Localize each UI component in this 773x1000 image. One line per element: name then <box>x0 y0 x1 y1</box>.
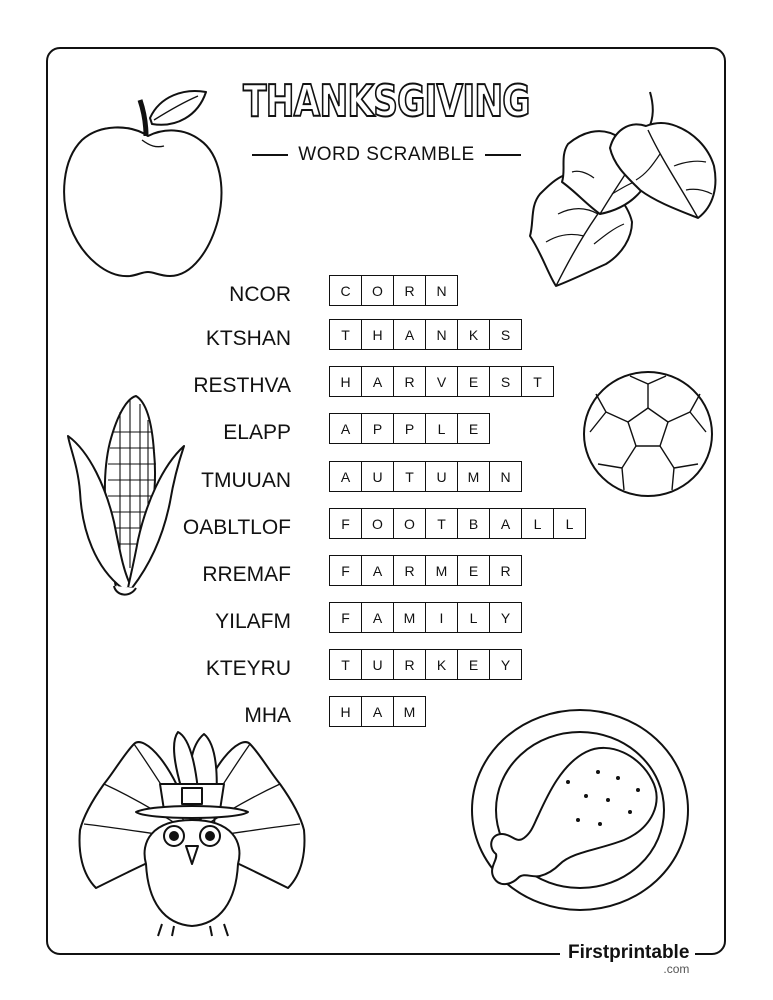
answer-letter: A <box>489 508 522 539</box>
scrambled-word: MHA <box>244 704 291 727</box>
scramble-row-9 <box>0 649 773 683</box>
answer-letter: K <box>457 319 490 350</box>
scramble-row-4 <box>0 413 773 447</box>
answer-letter: R <box>393 555 426 586</box>
scramble-row-1 <box>0 275 773 309</box>
answer-boxes <box>329 319 521 350</box>
answer-letter: O <box>393 508 426 539</box>
pilgrim-turkey-icon <box>74 724 310 938</box>
answer-letter: S <box>489 319 522 350</box>
answer-letter: L <box>521 508 554 539</box>
scramble-row-10 <box>0 696 773 730</box>
subtitle-rule-right <box>485 154 521 156</box>
scrambled-word: RREMAF <box>202 563 291 586</box>
answer-letter: E <box>457 555 490 586</box>
answer-letter: U <box>361 461 394 492</box>
scrambled-word: RESTHVA <box>193 374 291 397</box>
answer-boxes <box>329 649 521 680</box>
subtitle-rule-left <box>252 154 288 156</box>
scrambled-word: ELAPP <box>223 421 291 444</box>
answer-letter: O <box>361 508 394 539</box>
answer-letter: O <box>361 275 394 306</box>
answer-letter: E <box>457 413 490 444</box>
answer-letter: M <box>425 555 458 586</box>
answer-boxes <box>329 275 457 306</box>
answer-letter: M <box>393 602 426 633</box>
answer-boxes <box>329 461 521 492</box>
answer-letter: A <box>361 555 394 586</box>
answer-letter: R <box>489 555 522 586</box>
scrambled-word: KTSHAN <box>205 327 291 350</box>
answer-boxes <box>329 366 553 397</box>
answer-letter: T <box>393 461 426 492</box>
scramble-row-6 <box>0 508 773 542</box>
autumn-leaves-icon <box>528 86 720 290</box>
answer-letter: R <box>393 649 426 680</box>
answer-letter: S <box>489 366 522 397</box>
answer-boxes <box>329 413 489 444</box>
answer-letter: F <box>329 602 362 633</box>
answer-letter: A <box>329 461 362 492</box>
scramble-row-5 <box>0 461 773 495</box>
answer-letter: U <box>425 461 458 492</box>
scramble-row-3 <box>0 366 773 400</box>
answer-letter: I <box>425 602 458 633</box>
scramble-row-8 <box>0 602 773 636</box>
answer-letter: T <box>329 319 362 350</box>
answer-letter: A <box>361 366 394 397</box>
brand-tld: .com <box>663 962 690 976</box>
scrambled-word: KTEYRU <box>205 657 291 680</box>
answer-letter: B <box>457 508 490 539</box>
answer-boxes <box>329 696 425 727</box>
answer-letter: P <box>393 413 426 444</box>
answer-letter: H <box>329 696 362 727</box>
scrambled-word: YILAFM <box>215 610 291 633</box>
apple-icon <box>60 88 225 280</box>
answer-boxes <box>329 508 585 539</box>
answer-letter: E <box>457 649 490 680</box>
answer-letter: H <box>329 366 362 397</box>
scrambled-word: NCOR <box>229 283 291 306</box>
page-subtitle: WORD SCRAMBLE <box>298 144 475 165</box>
answer-letter: N <box>425 275 458 306</box>
answer-letter: A <box>329 413 362 444</box>
answer-letter: V <box>425 366 458 397</box>
answer-letter: L <box>553 508 586 539</box>
answer-letter: T <box>329 649 362 680</box>
answer-letter: N <box>489 461 522 492</box>
answer-letter: A <box>361 696 394 727</box>
turkey-leg-plate-icon <box>468 708 694 916</box>
answer-letter: A <box>393 319 426 350</box>
brand-logo <box>560 938 695 974</box>
answer-boxes <box>329 602 521 633</box>
answer-letter: T <box>521 366 554 397</box>
answer-letter: L <box>425 413 458 444</box>
answer-letter: P <box>361 413 394 444</box>
answer-letter: M <box>457 461 490 492</box>
answer-letter: K <box>425 649 458 680</box>
answer-letter: R <box>393 275 426 306</box>
scramble-row-7 <box>0 555 773 589</box>
answer-letter: Y <box>489 649 522 680</box>
answer-letter: C <box>329 275 362 306</box>
answer-letter: T <box>425 508 458 539</box>
answer-letter: L <box>457 602 490 633</box>
answer-letter: U <box>361 649 394 680</box>
scramble-row-2 <box>0 319 773 353</box>
answer-boxes <box>329 555 521 586</box>
scrambled-word: TMUUAN <box>201 469 291 492</box>
answer-letter: F <box>329 555 362 586</box>
page-title: THANKSGIVING <box>243 76 530 127</box>
answer-letter: Y <box>489 602 522 633</box>
answer-letter: A <box>361 602 394 633</box>
answer-letter: F <box>329 508 362 539</box>
answer-letter: N <box>425 319 458 350</box>
brand-name: Firstprintable <box>568 942 690 963</box>
answer-letter: R <box>393 366 426 397</box>
scrambled-word: OABLTLOF <box>182 516 291 539</box>
answer-letter: E <box>457 366 490 397</box>
answer-letter: M <box>393 696 426 727</box>
answer-letter: H <box>361 319 394 350</box>
